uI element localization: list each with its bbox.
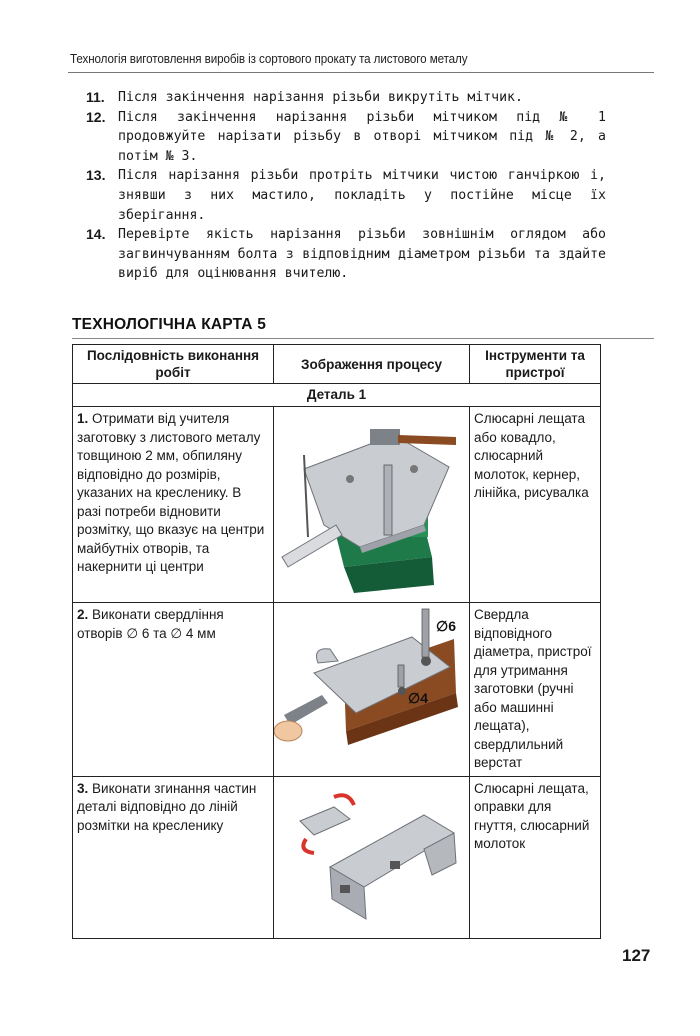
- card-title: ТЕХНОЛОГІЧНА КАРТА 5: [72, 316, 267, 333]
- hand-vise: [284, 695, 328, 725]
- step-text: Після закінчення нарізання різьби викрутіть мітчик.: [118, 90, 523, 105]
- marking-punch-illustration: [274, 407, 470, 603]
- drilling-illustration: [274, 603, 470, 777]
- operation-cell: [73, 603, 274, 777]
- page-number: 127: [622, 946, 651, 965]
- hole-6: [421, 656, 431, 666]
- tools-cell: Слюсарні лещата, оправки для гнуття, слюсарний молоток: [470, 776, 601, 938]
- step-number: 13.: [86, 167, 106, 184]
- table-row: [73, 407, 601, 603]
- hole-4: [398, 687, 406, 695]
- operation-cell: [73, 776, 274, 938]
- hole-mark: [410, 465, 418, 473]
- drill-bit: [422, 609, 429, 657]
- bend-arrow: [303, 839, 314, 853]
- step-item: [86, 166, 606, 225]
- operation-number: 1.: [77, 411, 89, 426]
- operation-text: Виконати свердління отворів ∅ 6 та ∅ 4 мм: [77, 607, 224, 641]
- step-item: [86, 88, 606, 108]
- bend-arrow: [334, 795, 354, 805]
- column-header-image: Зображення процесу: [274, 345, 470, 384]
- step-item: [86, 108, 606, 167]
- flat-part: [300, 807, 350, 835]
- table-header-row: [73, 345, 601, 384]
- column-header-tools: Інструменти та пристрої: [470, 345, 601, 384]
- step-number: 11.: [86, 89, 105, 105]
- drill-bit: [398, 665, 404, 687]
- detail-label: Деталь 1: [73, 384, 601, 407]
- operation-number: 2.: [77, 607, 89, 622]
- bending-icon: [274, 777, 470, 937]
- table-row: [73, 776, 601, 938]
- hole-mark: [346, 475, 354, 483]
- ruler: [282, 525, 342, 567]
- tools-cell: Слюсарні лещата або ковадло, слюсарний молоток, кернер, лінійка, рисувалка: [470, 407, 601, 603]
- hammer-head: [370, 429, 400, 445]
- operation-text: Виконати згинання частин деталі відповідно до ліній розмітки на кресленику: [77, 780, 257, 833]
- technology-card-table: [72, 344, 601, 939]
- slot: [390, 861, 400, 869]
- step-text: Перевірте якість нарізання різьби зовнішнім оглядом або загвинчуванням болта з відповідним діаметром різьби та здайте виріб для оцінювання вчителю.: [118, 227, 606, 282]
- diameter-4-label: ∅4: [408, 690, 428, 706]
- operation-cell: [73, 407, 274, 603]
- diameter-6-label: ∅6: [436, 618, 456, 634]
- tools-cell: Свердла відповідного діаметра, пристрої для утримання заготовки (ручні або машинні лещата), свердлильний верстат: [470, 603, 601, 777]
- step-number: 12.: [86, 108, 106, 125]
- operation-number: 3.: [77, 780, 89, 796]
- step-number: 14.: [86, 226, 106, 243]
- marking-punch-icon: [274, 407, 470, 601]
- card-title-rule: [72, 338, 654, 339]
- table-row: [73, 603, 601, 777]
- header-rule: [68, 72, 654, 73]
- detail-row: [73, 384, 601, 407]
- step-item: [86, 225, 606, 284]
- step-text: Після нарізання різьби протріть мітчики чистою ганчіркою і, знявши з них мастило, покладіть у постійне місце їх зберігання.: [118, 168, 606, 223]
- center-punch: [384, 465, 392, 535]
- slot: [340, 885, 350, 893]
- column-header-sequence: Послідовність виконання робіт: [73, 345, 274, 384]
- bending-illustration: [274, 776, 470, 938]
- instruction-steps: [86, 88, 606, 284]
- drilling-icon: [274, 603, 470, 763]
- operation-text: Отримати від учителя заготовку з листового металу товщиною 2 мм, обпиляну відповідно до розмірів, указаних на кресленику. В разі потреби відновити розмітку, що вказує на центри майбутніх отворів, та накернити ці центри: [77, 411, 265, 574]
- running-header: Технологія виготовлення виробів із сортового прокату та листового металу: [70, 52, 468, 66]
- hand: [274, 721, 302, 741]
- step-text: Після закінчення нарізання різьби мітчиком під № 1 продовжуйте нарізати різьбу в отворі мітчиком під № 2, а потім № 3.: [118, 109, 606, 164]
- plate-lug: [317, 649, 339, 663]
